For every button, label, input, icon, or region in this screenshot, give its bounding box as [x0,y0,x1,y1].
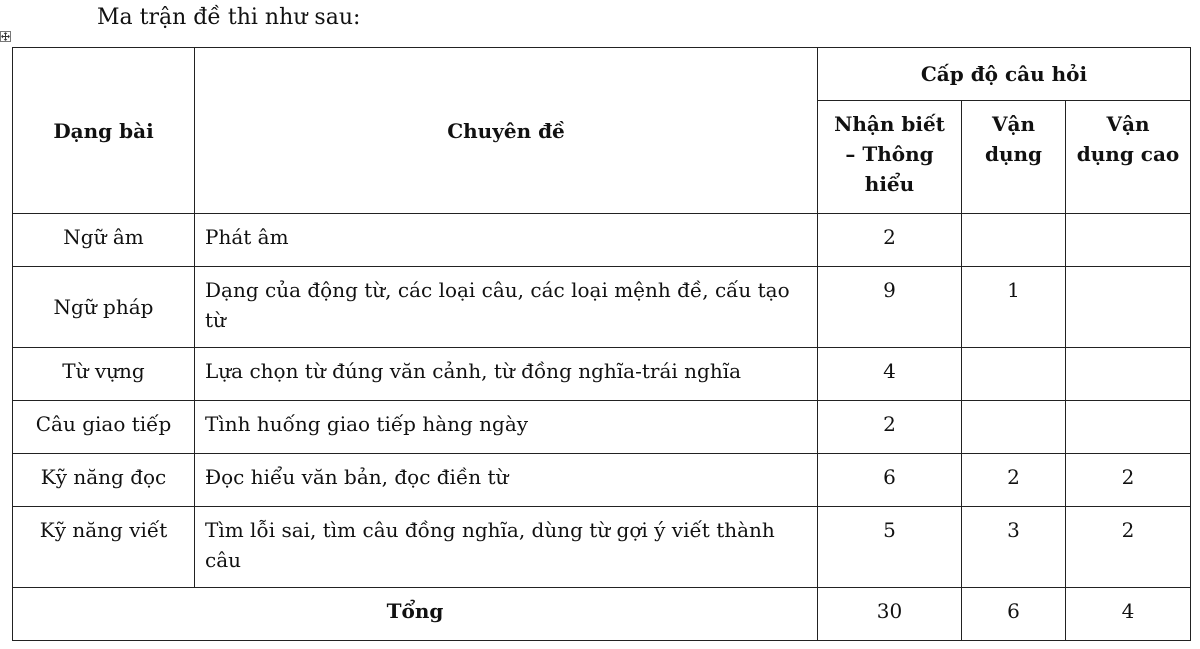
cell-van-dung-cao [1066,401,1191,454]
cell-van-dung [962,214,1066,267]
table-row [13,454,1191,507]
table-move-handle-icon[interactable] [0,31,11,42]
cell-nhan-biet: 6 [818,454,962,507]
exam-matrix-table [12,47,1191,641]
cell-van-dung [962,401,1066,454]
total-van-dung-cao: 4 [1066,588,1191,641]
header-van-dung: Vận dụng [962,101,1066,214]
table-row [13,348,1191,401]
total-label: Tổng [13,588,818,641]
cell-chuyen-de: Phát âm [195,214,818,267]
cell-van-dung [962,348,1066,401]
cell-dang-bai: Ngữ pháp [13,267,195,348]
total-row [13,588,1191,641]
header-row-top [13,48,1191,101]
cell-van-dung: 2 [962,454,1066,507]
header-cap-do: Cấp độ câu hỏi [818,48,1191,101]
table-row [13,507,1191,588]
cell-nhan-biet: 9 [818,267,962,348]
cell-chuyen-de: Lựa chọn từ đúng văn cảnh, từ đồng nghĩa-trái nghĩa [195,348,818,401]
cell-chuyen-de: Tìm lỗi sai, tìm câu đồng nghĩa, dùng từ gợi ý viết thành câu [195,507,818,588]
cell-van-dung-cao: 2 [1066,507,1191,588]
cell-nhan-biet: 2 [818,214,962,267]
cell-chuyen-de: Tình huống giao tiếp hàng ngày [195,401,818,454]
cell-dang-bai: Ngữ âm [13,214,195,267]
cell-van-dung-cao: 2 [1066,454,1191,507]
header-chuyen-de: Chuyên đề [195,48,818,214]
intro-text: Ma trận đề thi như sau: [97,5,361,30]
header-dang-bai: Dạng bài [13,48,195,214]
cell-van-dung: 1 [962,267,1066,348]
cell-dang-bai: Kỹ năng viết [13,507,195,588]
cell-chuyen-de: Đọc hiểu văn bản, đọc điền từ [195,454,818,507]
header-van-dung-cao: Vận dụng cao [1066,101,1191,214]
cell-van-dung: 3 [962,507,1066,588]
cell-nhan-biet: 5 [818,507,962,588]
cell-dang-bai: Từ vựng [13,348,195,401]
cell-chuyen-de: Dạng của động từ, các loại câu, các loại mệnh đề, cấu tạo từ [195,267,818,348]
total-nhan-biet: 30 [818,588,962,641]
cell-van-dung-cao [1066,348,1191,401]
table-row [13,267,1191,348]
cell-nhan-biet: 2 [818,401,962,454]
cell-van-dung-cao [1066,214,1191,267]
cell-dang-bai: Kỹ năng đọc [13,454,195,507]
cell-nhan-biet: 4 [818,348,962,401]
cell-van-dung-cao [1066,267,1191,348]
header-nhan-biet: Nhận biết – Thông hiểu [818,101,962,214]
table-row [13,401,1191,454]
table-row [13,214,1191,267]
total-van-dung: 6 [962,588,1066,641]
cell-dang-bai: Câu giao tiếp [13,401,195,454]
